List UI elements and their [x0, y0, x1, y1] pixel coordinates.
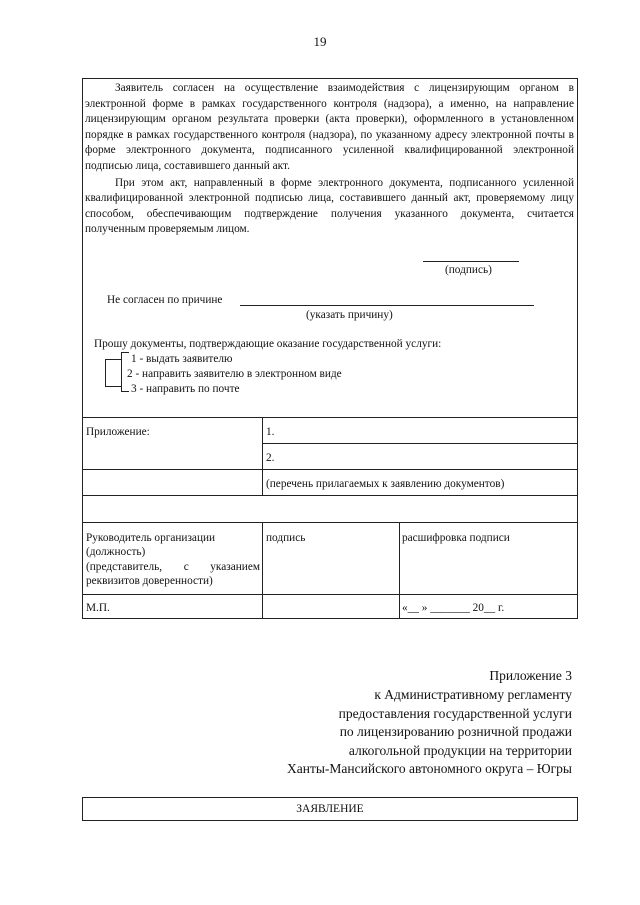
table-row-line — [82, 469, 578, 470]
head-label-line-3: (представитель, с указанием — [86, 561, 260, 573]
option-2: 2 - направить заявителю в электронном виде — [127, 368, 342, 380]
head-label-line-1: Руководитель организации — [86, 532, 216, 544]
signature-line — [423, 261, 519, 262]
statement-title: ЗАЯВЛЕНИЕ — [82, 797, 578, 821]
signature-column: подпись — [266, 532, 306, 544]
annex-line-3: предоставления государственной услуги — [338, 706, 572, 721]
attachment-item-1[interactable]: 1. — [266, 426, 275, 438]
consent-text — [85, 81, 574, 238]
option-3: 3 - направить по почте — [131, 383, 240, 395]
page-number: 19 — [313, 34, 327, 49]
table-col-line — [262, 522, 263, 619]
head-label-line-4: реквизитов доверенности) — [86, 575, 213, 587]
consent-paragraph-2: При этом акт, направленный в форме электронного документа, подписанного усиленной квалифицированной электронной подписью лица, составившего данный акт, проверяемому лицу способом, обеспечивающим подтверждение получения указанного документа, считается полученным проверяемым лицом. — [85, 176, 574, 236]
annex-line-5: алкогольной продукции на территории — [348, 743, 572, 758]
attachment-list-caption: (перечень прилагаемых к заявлению документов) — [266, 478, 505, 490]
attachment-item-2[interactable]: 2. — [266, 452, 275, 464]
table-col-line — [399, 522, 400, 619]
head-label-line-2: (должность) — [86, 546, 146, 558]
attachment-label: Приложение: — [86, 426, 150, 438]
table-row-line — [82, 594, 578, 595]
annex-line-6: Ханты-Мансийского автономного округа – Югры — [287, 761, 572, 776]
disagree-label: Не согласен по причине — [107, 294, 223, 306]
table-row-line — [82, 495, 578, 496]
table-row-line — [82, 522, 578, 523]
consent-paragraph-1: Заявитель согласен на осуществление взаимодействия с лицензирующим органом в электронной форме в рамках государственного контроля (надзора), а именно, на направление лицензирующим органом результата проверки (акта проверки), оформленного в установленном порядке в рамках государственного контроля (надзора), по указанному адресу электронной почты в форме электронного документа, подписанного усиленной квалифицированной электронной подписью лица, составившего данный акт. — [85, 82, 574, 172]
table-top-border — [82, 417, 578, 418]
annex-line-2: к Административному регламенту — [374, 687, 572, 702]
table-col-line — [262, 417, 263, 495]
documents-request-heading: Прошу документы, подтверждающие оказание государственной услуги: — [94, 338, 442, 350]
decode-signature-column: расшифровка подписи — [402, 532, 510, 544]
stamp-label: М.П. — [86, 602, 110, 614]
reason-line[interactable] — [240, 305, 534, 306]
annex-line-4: по лицензированию розничной продажи — [339, 724, 572, 739]
signature-caption: (подпись) — [445, 264, 492, 276]
table-row-line — [262, 443, 578, 444]
option-1: 1 - выдать заявителю — [131, 353, 233, 365]
choice-checkbox[interactable] — [105, 359, 122, 387]
date-field[interactable]: «__ » _______ 20__ г. — [402, 602, 505, 614]
annex-line-1: Приложение 3 — [489, 668, 572, 683]
reason-caption: (указать причину) — [306, 309, 393, 321]
